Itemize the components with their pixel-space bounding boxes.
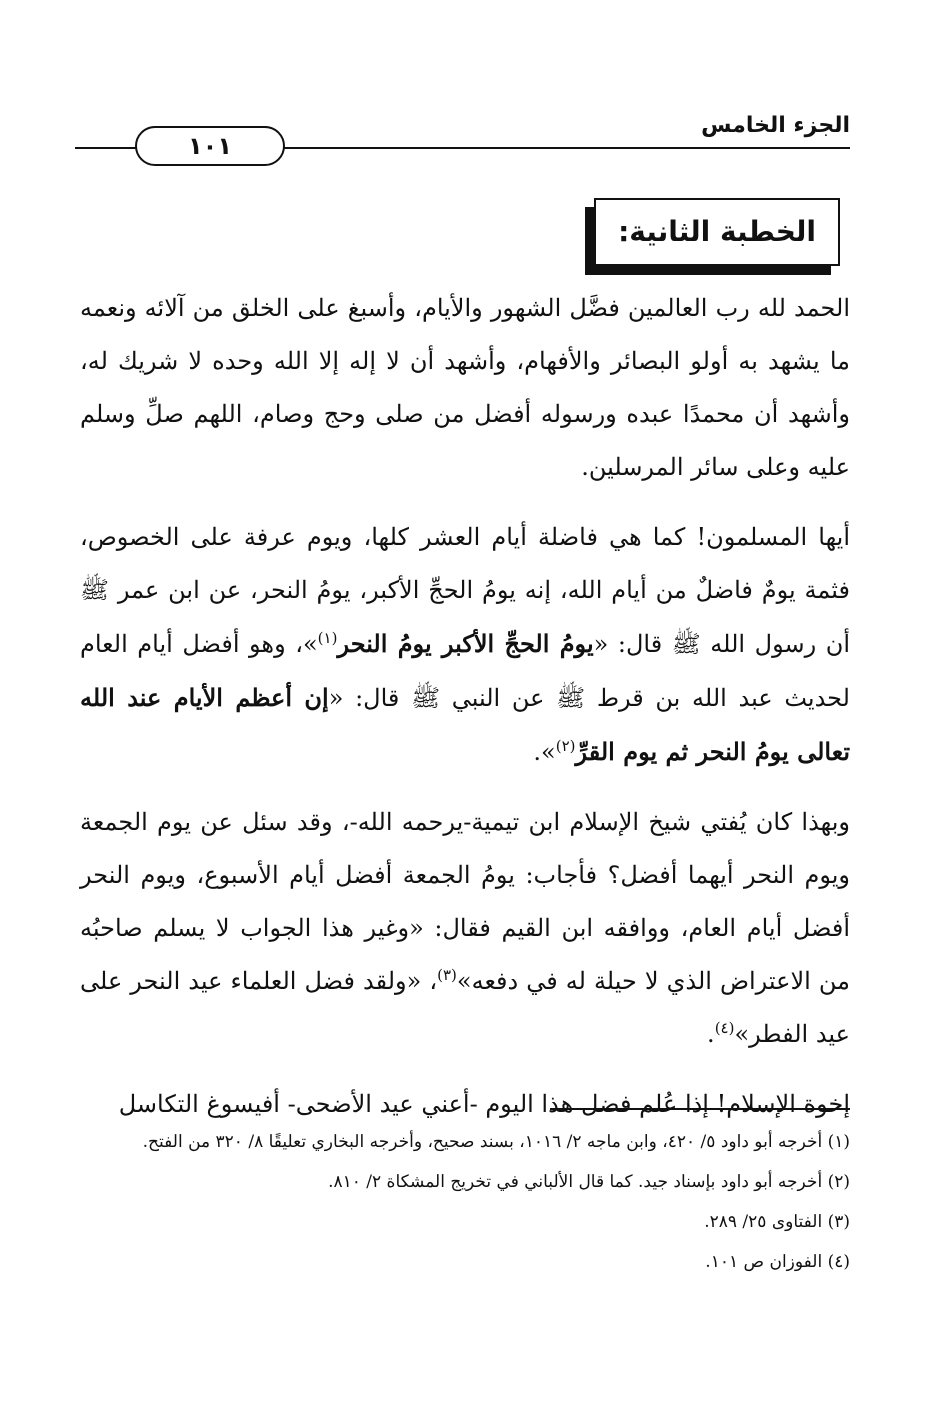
running-head: الجزء الخامس (701, 113, 850, 138)
footnote-4: (٤) الفوزان ص ١٠١. (705, 1252, 850, 1272)
page-number: ١٠١ (135, 126, 285, 166)
footnote-2: (٢) أخرجه أبو داود بإسناد جيد. كما قال الألباني في تخريج المشكاة ٢/ ٨١٠. (328, 1172, 850, 1192)
p2-text-b: »، وهو أفضل أيام العام لحديث عبد الله بن قرط ﷺ عن النبي ﷺ قال: « (80, 630, 850, 712)
footnote-3: (٣) الفتاوى ٢٥/ ٢٨٩. (704, 1212, 850, 1232)
footnote-ref-3[interactable]: (٣) (437, 966, 457, 984)
paragraph-1: الحمد لله رب العالمين فضَّل الشهور والأيام، وأسبغ على الخلق من آلائه ونعمه ما يشهد به أولو البصائر والأفهام، وأشهد أن لا إله إلا الله وحده لا شريك له، وأشهد أن محمدًا عبده ورسوله أفضل من صلى وحج وصام، اللهم صلِّ وسلم عليه وعلى سائر المرسلين. (80, 294, 850, 481)
paragraph-4: إخوة الإسلام! إذا عُلم فضل هذا اليوم -أعني عيد الأضحى- أفيسوغ التكاسل (118, 1090, 850, 1118)
hadith-quote-2: إن أعظم الأيام عند الله تعالى يومُ النحر ثم يوم القرِّ (80, 683, 850, 766)
footnote-ref-2[interactable]: (٢) (555, 737, 576, 755)
footnote-ref-4[interactable]: (٤) (714, 1019, 735, 1037)
p2-text-a: أيها المسلمون! كما هي فاضلة أيام العشر كلها، ويوم عرفة على الخصوص، فثمة يومٌ فاضلٌ من أيام الله، إنه يومُ الحجِّ الأكبر، يومُ النحر، عن ابن عمر ﷺ أن رسول الله ﷺ قال: « (80, 523, 851, 658)
p2-text-c: ». (533, 738, 556, 766)
section-heading: الخطبة الثانية: (594, 198, 840, 266)
page-header (75, 105, 850, 185)
footnotes (80, 1122, 850, 1282)
footnote-ref-1[interactable]: (١) (317, 629, 338, 647)
p3-text-b: ، «ولقد فضل العلماء عيد النحر على عيد الفطر» (80, 967, 850, 1048)
body-text (80, 282, 850, 1131)
footnote-separator (550, 1108, 850, 1110)
p3-text-a: وبهذا كان يُفتي شيخ الإسلام ابن تيمية-يرحمه الله-، وقد سئل عن يوم الجمعة ويوم النحر أيهما أفضل؟ فأجاب: يومُ الجمعة أفضل أيام الأسبوع، ويوم النحر أفضل أيام العام، ووافقه ابن القيم فقال: «وغير هذا الجواب لا يسلم صاحبُه من الاعتراض الذي لا حيلة له في دفعه» (80, 808, 850, 995)
p3-text-c: . (707, 1020, 715, 1048)
hadith-quote-1: يومُ الحجِّ الأكبر يومُ النحر (337, 629, 594, 658)
footnote-1: (١) أخرجه أبو داود ٥/ ٤٢٠، وابن ماجه ٢/ ١٠١٦، بسند صحيح، وأخرجه البخاري تعليقًا ٨/ ٣٢٠ من الفتح. (142, 1132, 850, 1152)
paragraph-3 (80, 796, 850, 1061)
paragraph-2 (80, 511, 850, 779)
